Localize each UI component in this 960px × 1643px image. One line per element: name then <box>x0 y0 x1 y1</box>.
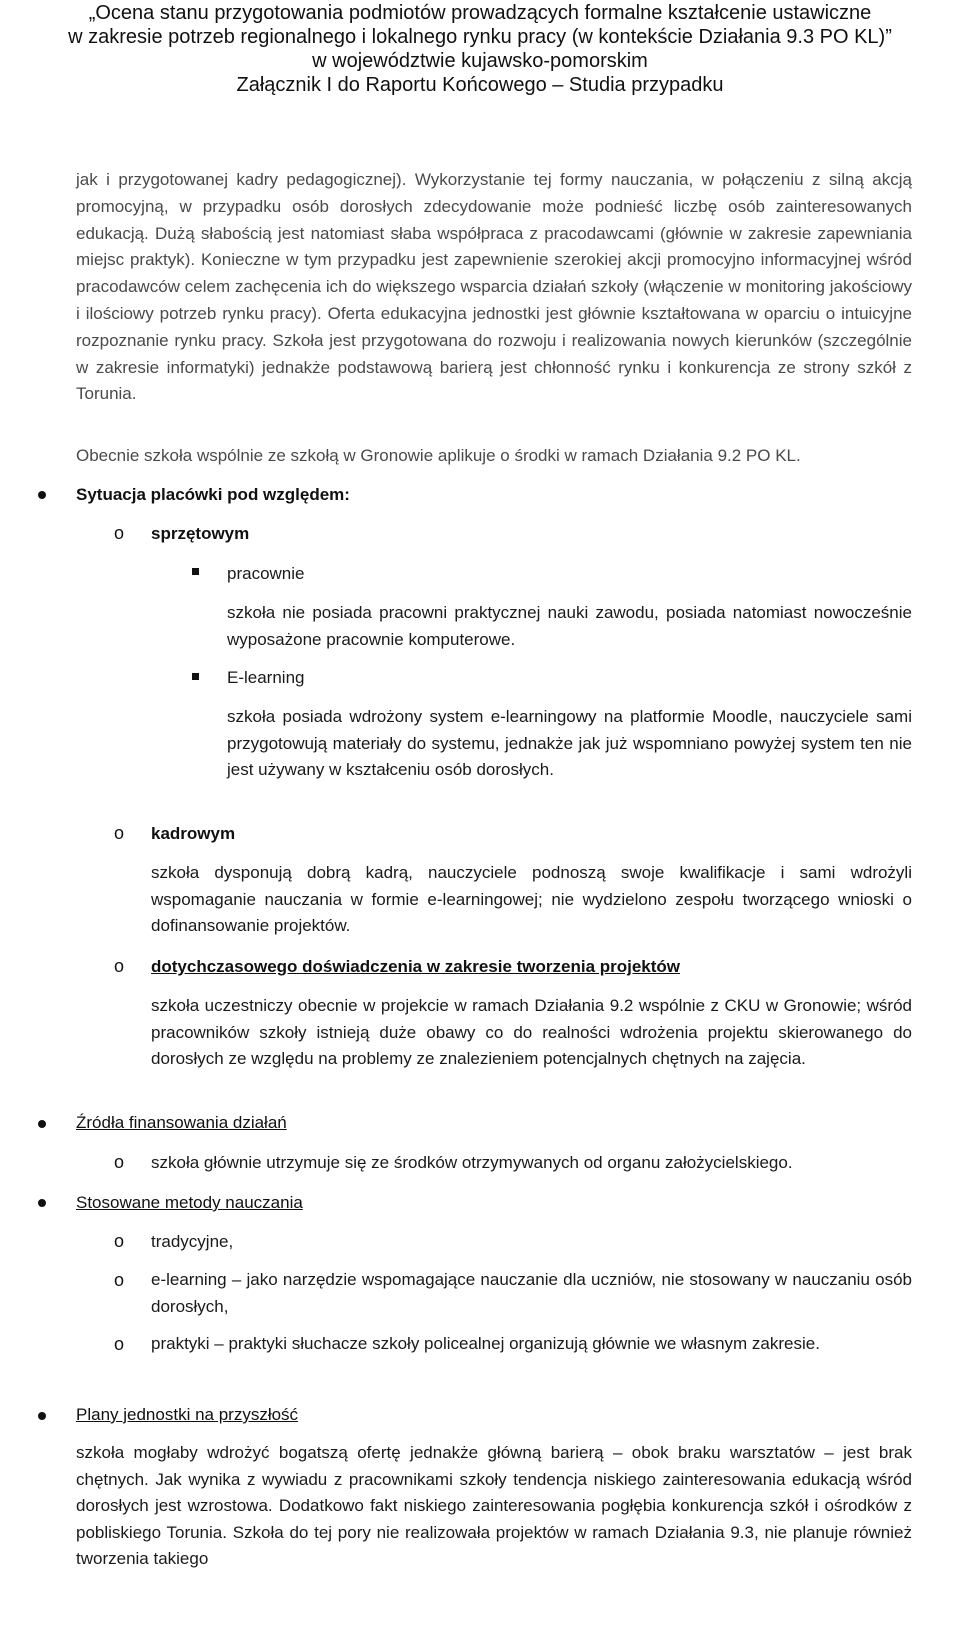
circle-bullet-icon: o <box>114 823 125 843</box>
report-annex-line: Załącznik I do Raportu Końcowego – Studia przypadku <box>236 74 724 96</box>
staff-text: szkoła dysponują dobrą kadrą, nauczyciele podnoszą swoje kwalifikacje i sami wdrożyli wspomaganie nauczania w formie e-learningowej; nie wydzielono zespołu tworzącego wnioski o dofinansowanie projektów. <box>151 863 912 935</box>
elearning-text: szkoła posiada wdrożony system e-learningowy na platformie Moodle, nauczyciele sami przygotowują materiały do systemu, jednakże jak już wspomniano powyżej system ten nie jest używany w kształceniu osób dorosłych. <box>227 707 912 779</box>
circle-bullet-icon: o <box>114 1152 125 1172</box>
elearning-label: E-learning <box>227 668 305 687</box>
experience-text: szkoła uczestniczy obecnie w projekcie w ramach Działania 9.2 wspólnie z CKU w Gronowie; wśród pracowników szkoły istnieją duże obawy co do realności wdrożenia projektu skierowanego do dorosłych ze względu na problemy ze znalezieniem potencjalnych chętnych na zajęcia. <box>151 996 912 1068</box>
intro-paragraph-2: Obecnie szkoła wspólnie ze szkołą w Gronowie aplikuje o środki w ramach Działania 9.2 PO KL. <box>76 446 801 465</box>
plans-text: szkoła mogłaby wdrożyć bogatszą ofertę jednakże główną barierą – obok braku warsztatów – jest brak chętnych. Jak wynika z wywiadu z pracownikami szkoły tendencja niskiego zainteresowania edukacją wśród dorosłych jest wzrostowa. Dodatkowo fakt niskiego zainteresowania pogłębia konkurencja szkół i ośrodków z pobliskiego Torunia. Szkoła do tej pory nie realizowała projektów w ramach Działania 9.3, nie planuje również tworzenia takiego <box>76 1443 912 1568</box>
section-heading-plans: Plany jednostki na przyszłość <box>76 1405 299 1424</box>
funding-item: szkoła głównie utrzymuje się ze środków otrzymywanych od organu założycielskiego. <box>151 1153 793 1172</box>
square-bullet-icon <box>192 673 199 680</box>
circle-bullet-icon: o <box>114 956 125 976</box>
section-heading-methods: Stosowane metody nauczania <box>76 1193 303 1212</box>
circle-bullet-icon: o <box>114 523 125 543</box>
method-item-internships: praktyki – praktyki słuchacze szkoły policealnej organizują głównie we własnym zakresie. <box>151 1334 820 1353</box>
circle-bullet-icon: o <box>114 1334 125 1354</box>
method-item-traditional: tradycyjne, <box>151 1232 234 1251</box>
report-title-line-2: w zakresie potrzeb regionalnego i lokalnego rynku pracy (w kontekście Działania 9.3 PO KL)” <box>68 26 892 48</box>
report-title-line-1: „Ocena stanu przygotowania podmiotów prowadzących formalne kształcenie ustawiczne <box>88 2 872 24</box>
circle-bullet-icon: o <box>114 1231 125 1251</box>
section-heading-situation: Sytuacja placówki pod względem: <box>76 485 350 504</box>
intro-paragraph: jak i przygotowanej kadry pedagogicznej). Wykorzystanie tej formy nauczania, w połączeniu z silną akcją promocyjną, w przypadku osób dorosłych zdecydowanie może podnieść liczbę osób zainteresowanych edukacją. Dużą słabością jest natomiast słaba współpraca z pracodawcami (głównie w zakresie zapewniania miejsc praktyk). Konieczne w tym przypadku jest zapewnienie szerokiej akcji promocyjno informacyjnej wśród pracodawców celem zachęcenia ich do większego wsparcia działań szkoły (włączenie w monitoring jakościowy i ilościowy potrzeb rynku pracy). Oferta edukacyjna jednostki jest głównie kształtowana w oparciu o intuicyjne rozpoznanie rynku pracy. Szkoła jest przygotowana do rozwoju i realizowania nowych kierunków (szczególnie w zakresie informatyki) jednakże podstawową barierą jest chłonność rynku i konkurencja ze strony szkół z Torunia. <box>76 170 912 404</box>
workshops-text: szkoła nie posiada pracowni praktycznej nauki zawodu, posiada natomiast nowocześnie wyposażone pracownie komputerowe. <box>227 603 912 649</box>
bullet-icon <box>38 1412 46 1420</box>
bullet-icon <box>38 491 46 499</box>
subheading-equipment: sprzętowym <box>151 524 250 543</box>
subheading-staff: kadrowym <box>151 824 236 843</box>
bullet-icon <box>38 1120 46 1128</box>
report-region-line: w województwie kujawsko-pomorskim <box>312 50 648 72</box>
section-heading-funding: Źródła finansowania działań <box>76 1113 287 1132</box>
bullet-icon <box>38 1199 46 1207</box>
subheading-experience: dotychczasowego doświadczenia w zakresie tworzenia projektów <box>151 957 681 976</box>
circle-bullet-icon: o <box>114 1270 125 1290</box>
workshops-label: pracownie <box>227 564 305 583</box>
square-bullet-icon <box>192 568 199 575</box>
method-item-elearning: e-learning – jako narzędzie wspomagające nauczanie dla uczniów, nie stosowany w nauczaniu osób dorosłych, <box>151 1270 912 1316</box>
